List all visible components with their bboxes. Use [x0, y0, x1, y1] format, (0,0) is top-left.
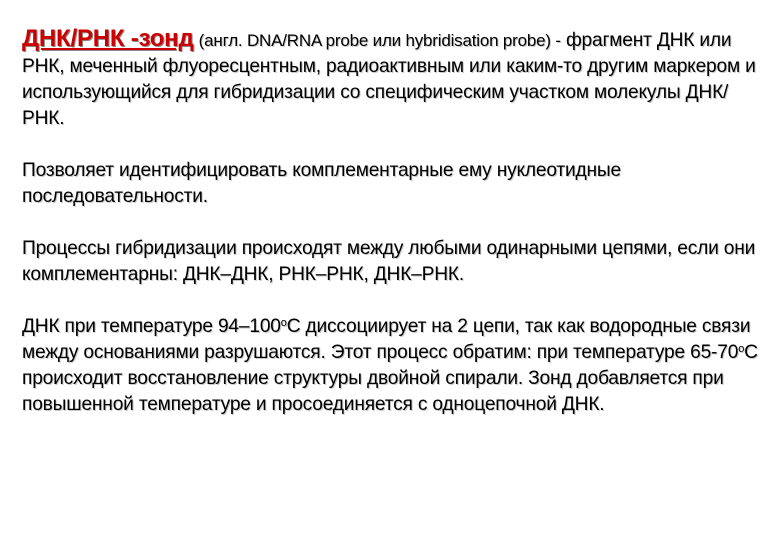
temperature-text-2: С диссоциирует на 2 цепи, так как водородные связи между основаниями разрушаются. Этот процесс обратим: при температуре 65-70 — [22, 316, 751, 363]
definition-paragraph — [22, 26, 758, 132]
degree-mark-2: о — [738, 343, 745, 355]
temperature-text-1: ДНК при температуре 94–100 — [22, 316, 281, 337]
temperature-paragraph — [22, 314, 758, 418]
definition-text: фрагмент ДНК или РНК, меченный флуоресцентным, радиоактивным или каким-то другим маркером и использующийся для гибридизации со специфическим участком молекулы ДНК/РНК. — [22, 30, 756, 129]
identification-paragraph: Позволяет идентифицировать комплементарные ему нуклеотидные последовательности. — [22, 160, 621, 207]
term-heading: ДНК/РНК -зонд — [22, 25, 194, 52]
hybridization-paragraph: Процессы гибридизации происходят между любыми одинарными цепями, если они комплементарны: ДНК–ДНК, РНК–РНК, ДНК–РНК. — [22, 238, 756, 285]
term-gloss: (англ. DNA/RNA probe или hybridisation probe) - — [198, 31, 561, 50]
slide-content — [22, 26, 758, 444]
degree-mark-1: о — [280, 317, 287, 329]
temperature-text-3: С происходит восстановление структуры двойной спирали. Зонд добавляется при повышенной температуре и просоединяется с одноцепочной ДНК. — [22, 342, 758, 415]
